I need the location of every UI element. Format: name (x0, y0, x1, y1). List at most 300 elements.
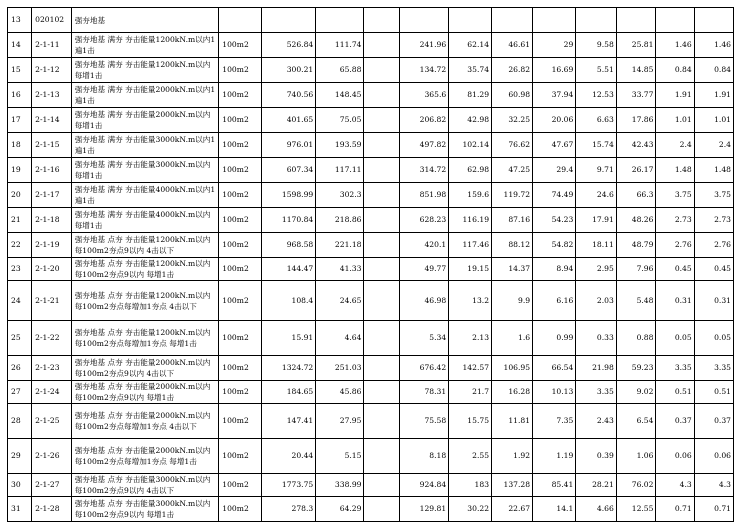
item-unit: 100m2 (219, 258, 262, 281)
value-cell-7: 6.16 (533, 281, 576, 321)
value-cell-11: 1.91 (694, 83, 733, 108)
value-cell-2: 251.03 (316, 356, 364, 381)
value-cell-6: 16.28 (492, 381, 533, 404)
value-cell-3 (364, 8, 400, 33)
item-code: 2-1-17 (32, 183, 72, 208)
value-cell-2: 338.99 (316, 474, 364, 497)
item-unit: 100m2 (219, 208, 262, 233)
value-cell-9: 59.23 (616, 356, 656, 381)
item-unit: 100m2 (219, 233, 262, 258)
value-cell-7: 47.67 (533, 133, 576, 158)
value-cell-11: 0.06 (694, 439, 733, 474)
value-cell-6: 137.28 (492, 474, 533, 497)
value-cell-4: 206.82 (400, 108, 449, 133)
value-cell-11: 0.84 (694, 58, 733, 83)
value-cell-8: 2.95 (576, 258, 617, 281)
value-cell-2: 193.59 (316, 133, 364, 158)
item-description: 强夯地基 点夯 夯击能量2000kN.m以内每100m2夯点每增加1夯点 每增1击 (71, 439, 219, 474)
value-cell-1: 1324.72 (262, 356, 316, 381)
table-row (8, 108, 734, 133)
value-cell-8: 12.53 (576, 83, 617, 108)
item-description: 强夯地基 (71, 8, 219, 33)
value-cell-5: 42.98 (449, 108, 492, 133)
value-cell-2 (316, 8, 364, 33)
value-cell-8: 2.03 (576, 281, 617, 321)
table-row (8, 58, 734, 83)
item-description: 强夯地基 满夯 夯击能量1200kN.m以内每增1击 (71, 58, 219, 83)
value-cell-2: 64.29 (316, 497, 364, 522)
value-cell-3 (364, 33, 400, 58)
row-number: 17 (8, 108, 32, 133)
item-description: 强夯地基 点夯 夯击能量2000kN.m以内每100m2夯点每增加1夯点 4击以下 (71, 404, 219, 439)
item-description: 强夯地基 满夯 夯击能量1200kN.m以内1遍1击 (71, 33, 219, 58)
item-description: 强夯地基 满夯 夯击能量4000kN.m以内每增1击 (71, 208, 219, 233)
value-cell-10: 3.35 (656, 356, 694, 381)
value-cell-8: 9.58 (576, 33, 617, 58)
value-cell-3 (364, 208, 400, 233)
value-cell-8: 0.39 (576, 439, 617, 474)
item-code: 2-1-23 (32, 356, 72, 381)
value-cell-4: 75.58 (400, 404, 449, 439)
value-cell-10: 2.4 (656, 133, 694, 158)
value-cell-8: 0.33 (576, 321, 617, 356)
table-row (8, 281, 734, 321)
value-cell-3 (364, 58, 400, 83)
value-cell-4: 497.82 (400, 133, 449, 158)
value-cell-11: 0.45 (694, 258, 733, 281)
value-cell-1: 968.58 (262, 233, 316, 258)
value-cell-9: 9.02 (616, 381, 656, 404)
item-description: 强夯地基 满夯 夯击能量3000kN.m以内1遍1击 (71, 133, 219, 158)
table-row (8, 497, 734, 522)
value-cell-10: 2.73 (656, 208, 694, 233)
value-cell-11: 2.76 (694, 233, 733, 258)
value-cell-5: 81.29 (449, 83, 492, 108)
value-cell-3 (364, 83, 400, 108)
value-cell-10: 0.05 (656, 321, 694, 356)
value-cell-4: 628.23 (400, 208, 449, 233)
value-cell-2: 117.11 (316, 158, 364, 183)
value-cell-11: 0.37 (694, 404, 733, 439)
value-cell-5: 117.46 (449, 233, 492, 258)
value-cell-11: 1.46 (694, 33, 733, 58)
value-cell-10: 1.46 (656, 33, 694, 58)
value-cell-2: 41.33 (316, 258, 364, 281)
value-cell-1: 300.21 (262, 58, 316, 83)
item-code: 2-1-24 (32, 381, 72, 404)
table-row (8, 258, 734, 281)
value-cell-3 (364, 439, 400, 474)
value-cell-8: 2.43 (576, 404, 617, 439)
value-cell-8: 24.6 (576, 183, 617, 208)
table-row (8, 33, 734, 58)
value-cell-9: 5.48 (616, 281, 656, 321)
value-cell-7: 8.94 (533, 258, 576, 281)
value-cell-7: 1.19 (533, 439, 576, 474)
value-cell-6: 76.62 (492, 133, 533, 158)
value-cell-9: 66.3 (616, 183, 656, 208)
value-cell-11: 2.4 (694, 133, 733, 158)
value-cell-1 (262, 8, 316, 33)
item-unit: 100m2 (219, 58, 262, 83)
value-cell-6: 11.81 (492, 404, 533, 439)
row-number: 18 (8, 133, 32, 158)
value-cell-10: 0.84 (656, 58, 694, 83)
value-cell-3 (364, 133, 400, 158)
value-cell-4: 134.72 (400, 58, 449, 83)
item-code: 2-1-19 (32, 233, 72, 258)
value-cell-9: 14.85 (616, 58, 656, 83)
value-cell-1: 401.65 (262, 108, 316, 133)
value-cell-4: 676.42 (400, 356, 449, 381)
value-cell-9: 6.54 (616, 404, 656, 439)
value-cell-4: 78.31 (400, 381, 449, 404)
value-cell-4: 46.98 (400, 281, 449, 321)
value-cell-10: 0.31 (656, 281, 694, 321)
value-cell-6: 1.92 (492, 439, 533, 474)
item-unit (219, 8, 262, 33)
value-cell-4: 314.72 (400, 158, 449, 183)
table-row (8, 381, 734, 404)
value-cell-4: 49.77 (400, 258, 449, 281)
value-cell-10: 0.37 (656, 404, 694, 439)
value-cell-5: 19.15 (449, 258, 492, 281)
item-code: 2-1-11 (32, 33, 72, 58)
value-cell-3 (364, 474, 400, 497)
item-description: 强夯地基 点夯 夯击能量1200kN.m以内每100m2夯点每增加1夯点 每增1击 (71, 321, 219, 356)
value-cell-4: 851.98 (400, 183, 449, 208)
value-cell-3 (364, 158, 400, 183)
item-unit: 100m2 (219, 321, 262, 356)
value-cell-9: 42.43 (616, 133, 656, 158)
row-number: 20 (8, 183, 32, 208)
value-cell-2: 221.18 (316, 233, 364, 258)
table-row (8, 439, 734, 474)
value-cell-11: 0.05 (694, 321, 733, 356)
value-cell-5: 62.14 (449, 33, 492, 58)
item-unit: 100m2 (219, 281, 262, 321)
table-row (8, 356, 734, 381)
value-cell-1: 184.65 (262, 381, 316, 404)
value-cell-7: 20.06 (533, 108, 576, 133)
value-cell-1: 526.84 (262, 33, 316, 58)
value-cell-1: 278.3 (262, 497, 316, 522)
value-cell-8: 5.51 (576, 58, 617, 83)
row-number: 19 (8, 158, 32, 183)
value-cell-9: 7.96 (616, 258, 656, 281)
value-cell-11: 0.71 (694, 497, 733, 522)
value-cell-1: 740.56 (262, 83, 316, 108)
table-row (8, 208, 734, 233)
value-cell-11: 3.35 (694, 356, 733, 381)
value-cell-3 (364, 258, 400, 281)
value-cell-2: 27.95 (316, 404, 364, 439)
value-cell-5: 2.55 (449, 439, 492, 474)
row-number: 31 (8, 497, 32, 522)
table-row (8, 183, 734, 208)
value-cell-6: 1.6 (492, 321, 533, 356)
item-unit: 100m2 (219, 183, 262, 208)
item-description: 强夯地基 点夯 夯击能量1200kN.m以内每100m2夯点9以内 每增1击 (71, 258, 219, 281)
value-cell-5 (449, 8, 492, 33)
value-cell-2: 75.05 (316, 108, 364, 133)
value-cell-4 (400, 8, 449, 33)
value-cell-8: 17.91 (576, 208, 617, 233)
value-cell-5: 142.57 (449, 356, 492, 381)
item-unit: 100m2 (219, 33, 262, 58)
table-row (8, 404, 734, 439)
value-cell-6: 106.95 (492, 356, 533, 381)
value-cell-4: 129.81 (400, 497, 449, 522)
value-cell-2: 45.86 (316, 381, 364, 404)
value-cell-10: 0.71 (656, 497, 694, 522)
value-cell-4: 420.1 (400, 233, 449, 258)
value-cell-4: 365.6 (400, 83, 449, 108)
value-cell-7: 74.49 (533, 183, 576, 208)
value-cell-10: 1.01 (656, 108, 694, 133)
value-cell-6: 87.16 (492, 208, 533, 233)
value-cell-5: 30.22 (449, 497, 492, 522)
item-unit: 100m2 (219, 356, 262, 381)
row-number: 24 (8, 281, 32, 321)
value-cell-7: 54.82 (533, 233, 576, 258)
value-cell-10: 3.75 (656, 183, 694, 208)
value-cell-7: 14.1 (533, 497, 576, 522)
item-code: 2-1-28 (32, 497, 72, 522)
item-description: 强夯地基 点夯 夯击能量1200kN.m以内每100m2夯点每增加1夯点 4击以下 (71, 281, 219, 321)
item-description: 强夯地基 满夯 夯击能量4000kN.m以内1遍1击 (71, 183, 219, 208)
value-cell-7: 37.94 (533, 83, 576, 108)
value-cell-5: 159.6 (449, 183, 492, 208)
item-code: 2-1-12 (32, 58, 72, 83)
value-cell-5: 35.74 (449, 58, 492, 83)
value-cell-10: 1.91 (656, 83, 694, 108)
item-description: 强夯地基 满夯 夯击能量2000kN.m以内1遍1击 (71, 83, 219, 108)
value-cell-9: 26.17 (616, 158, 656, 183)
table-row (8, 321, 734, 356)
row-number: 16 (8, 83, 32, 108)
row-number: 30 (8, 474, 32, 497)
value-cell-4: 5.34 (400, 321, 449, 356)
item-code: 2-1-15 (32, 133, 72, 158)
row-number: 27 (8, 381, 32, 404)
value-cell-1: 20.44 (262, 439, 316, 474)
value-cell-8: 15.74 (576, 133, 617, 158)
row-number: 21 (8, 208, 32, 233)
row-number: 13 (8, 8, 32, 33)
value-cell-6: 9.9 (492, 281, 533, 321)
value-cell-6: 119.72 (492, 183, 533, 208)
item-unit: 100m2 (219, 158, 262, 183)
table-row (8, 83, 734, 108)
rate-table (7, 7, 734, 522)
value-cell-1: 147.41 (262, 404, 316, 439)
table-row (8, 158, 734, 183)
value-cell-10: 0.45 (656, 258, 694, 281)
table-row (8, 8, 734, 33)
value-cell-11: 3.75 (694, 183, 733, 208)
value-cell-5: 2.13 (449, 321, 492, 356)
row-number: 26 (8, 356, 32, 381)
value-cell-1: 144.47 (262, 258, 316, 281)
value-cell-7: 29.4 (533, 158, 576, 183)
value-cell-1: 607.34 (262, 158, 316, 183)
value-cell-5: 62.98 (449, 158, 492, 183)
value-cell-1: 1170.84 (262, 208, 316, 233)
value-cell-7: 85.41 (533, 474, 576, 497)
value-cell-7: 29 (533, 33, 576, 58)
value-cell-9: 0.88 (616, 321, 656, 356)
value-cell-9: 25.81 (616, 33, 656, 58)
value-cell-7: 10.13 (533, 381, 576, 404)
item-code: 2-1-27 (32, 474, 72, 497)
table-row (8, 133, 734, 158)
value-cell-4: 8.18 (400, 439, 449, 474)
value-cell-6: 22.67 (492, 497, 533, 522)
row-number: 25 (8, 321, 32, 356)
item-code: 2-1-18 (32, 208, 72, 233)
row-number: 15 (8, 58, 32, 83)
value-cell-6: 47.25 (492, 158, 533, 183)
value-cell-7 (533, 8, 576, 33)
value-cell-10: 0.51 (656, 381, 694, 404)
value-cell-11: 1.48 (694, 158, 733, 183)
row-number: 23 (8, 258, 32, 281)
value-cell-9: 48.26 (616, 208, 656, 233)
value-cell-6: 14.37 (492, 258, 533, 281)
value-cell-11: 1.01 (694, 108, 733, 133)
item-code: 2-1-20 (32, 258, 72, 281)
value-cell-3 (364, 497, 400, 522)
value-cell-3 (364, 356, 400, 381)
item-unit: 100m2 (219, 404, 262, 439)
value-cell-4: 924.84 (400, 474, 449, 497)
item-description: 强夯地基 点夯 夯击能量2000kN.m以内每100m2夯点9以内 每增1击 (71, 381, 219, 404)
value-cell-11: 0.51 (694, 381, 733, 404)
value-cell-9: 48.79 (616, 233, 656, 258)
item-description: 强夯地基 点夯 夯击能量2000kN.m以内每100m2夯点9以内 4击以下 (71, 356, 219, 381)
value-cell-8: 18.11 (576, 233, 617, 258)
value-cell-2: 65.88 (316, 58, 364, 83)
value-cell-5: 21.7 (449, 381, 492, 404)
value-cell-10: 4.3 (656, 474, 694, 497)
value-cell-1: 15.91 (262, 321, 316, 356)
item-code: 2-1-21 (32, 281, 72, 321)
value-cell-7: 16.69 (533, 58, 576, 83)
value-cell-9: 33.77 (616, 83, 656, 108)
value-cell-2: 4.64 (316, 321, 364, 356)
item-description: 强夯地基 点夯 夯击能量3000kN.m以内每100m2夯点9以内 每增1击 (71, 497, 219, 522)
value-cell-2: 148.45 (316, 83, 364, 108)
item-unit: 100m2 (219, 381, 262, 404)
value-cell-6: 88.12 (492, 233, 533, 258)
table-row (8, 474, 734, 497)
item-description: 强夯地基 满夯 夯击能量2000kN.m以内每增1击 (71, 108, 219, 133)
row-number: 28 (8, 404, 32, 439)
value-cell-7: 7.35 (533, 404, 576, 439)
value-cell-7: 54.23 (533, 208, 576, 233)
value-cell-7: 66.54 (533, 356, 576, 381)
value-cell-3 (364, 404, 400, 439)
item-description: 强夯地基 满夯 夯击能量3000kN.m以内每增1击 (71, 158, 219, 183)
table-row (8, 233, 734, 258)
value-cell-8: 3.35 (576, 381, 617, 404)
value-cell-5: 116.19 (449, 208, 492, 233)
value-cell-11: 2.73 (694, 208, 733, 233)
value-cell-10: 2.76 (656, 233, 694, 258)
value-cell-2: 302.3 (316, 183, 364, 208)
value-cell-9: 76.02 (616, 474, 656, 497)
item-unit: 100m2 (219, 497, 262, 522)
value-cell-1: 108.4 (262, 281, 316, 321)
value-cell-5: 102.14 (449, 133, 492, 158)
value-cell-1: 1598.99 (262, 183, 316, 208)
value-cell-8: 21.98 (576, 356, 617, 381)
value-cell-9: 12.55 (616, 497, 656, 522)
value-cell-8: 4.66 (576, 497, 617, 522)
item-unit: 100m2 (219, 108, 262, 133)
item-unit: 100m2 (219, 474, 262, 497)
row-number: 29 (8, 439, 32, 474)
value-cell-2: 24.65 (316, 281, 364, 321)
value-cell-7: 0.99 (533, 321, 576, 356)
value-cell-8: 28.21 (576, 474, 617, 497)
value-cell-3 (364, 281, 400, 321)
value-cell-3 (364, 381, 400, 404)
value-cell-8: 9.71 (576, 158, 617, 183)
value-cell-4: 241.96 (400, 33, 449, 58)
item-code: 2-1-16 (32, 158, 72, 183)
value-cell-11: 4.3 (694, 474, 733, 497)
item-code: 2-1-26 (32, 439, 72, 474)
value-cell-9 (616, 8, 656, 33)
value-cell-6: 32.25 (492, 108, 533, 133)
value-cell-3 (364, 108, 400, 133)
value-cell-1: 976.01 (262, 133, 316, 158)
value-cell-8: 6.63 (576, 108, 617, 133)
value-cell-2: 218.86 (316, 208, 364, 233)
value-cell-9: 17.86 (616, 108, 656, 133)
item-code: 2-1-13 (32, 83, 72, 108)
value-cell-9: 1.06 (616, 439, 656, 474)
value-cell-2: 111.74 (316, 33, 364, 58)
value-cell-5: 15.75 (449, 404, 492, 439)
value-cell-5: 13.2 (449, 281, 492, 321)
item-description: 强夯地基 点夯 夯击能量1200kN.m以内每100m2夯点9以内 4击以下 (71, 233, 219, 258)
item-unit: 100m2 (219, 83, 262, 108)
value-cell-3 (364, 183, 400, 208)
value-cell-11 (694, 8, 733, 33)
item-code: 2-1-22 (32, 321, 72, 356)
value-cell-3 (364, 233, 400, 258)
value-cell-2: 5.15 (316, 439, 364, 474)
row-number: 14 (8, 33, 32, 58)
item-code: 2-1-25 (32, 404, 72, 439)
row-number: 22 (8, 233, 32, 258)
value-cell-10 (656, 8, 694, 33)
value-cell-3 (364, 321, 400, 356)
value-cell-1: 1773.75 (262, 474, 316, 497)
value-cell-5: 183 (449, 474, 492, 497)
item-unit: 100m2 (219, 133, 262, 158)
item-code: 2-1-14 (32, 108, 72, 133)
value-cell-6: 26.82 (492, 58, 533, 83)
item-code: 020102 (32, 8, 72, 33)
item-unit: 100m2 (219, 439, 262, 474)
value-cell-6: 60.98 (492, 83, 533, 108)
value-cell-8 (576, 8, 617, 33)
value-cell-6: 46.61 (492, 33, 533, 58)
